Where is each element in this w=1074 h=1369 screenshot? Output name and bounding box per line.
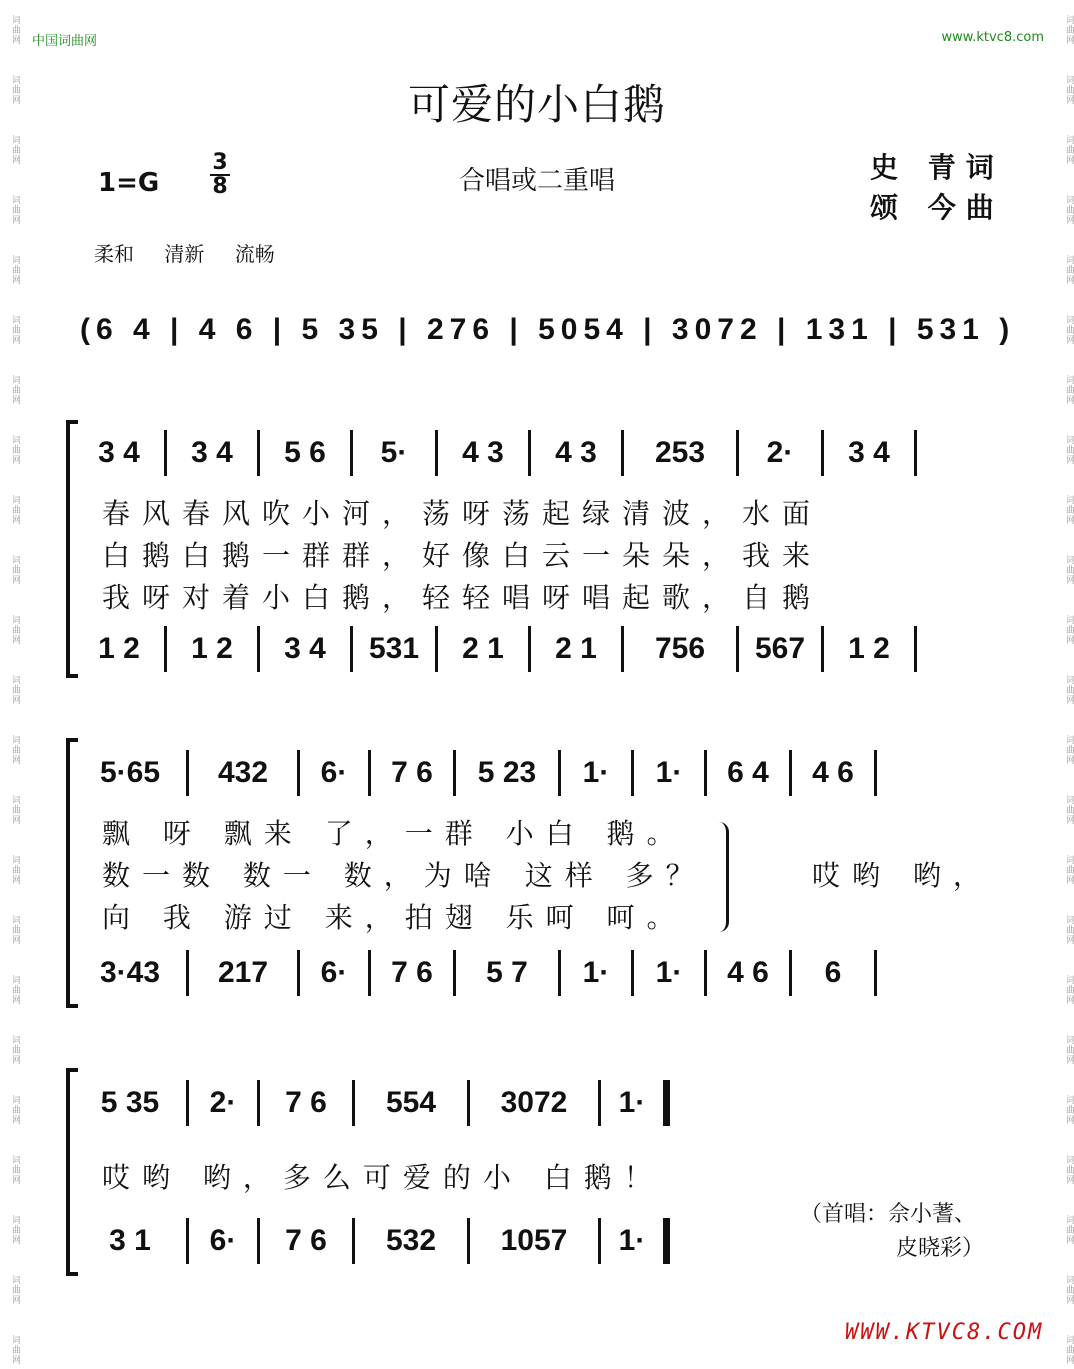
measure: 1057 <box>500 1224 568 1257</box>
barline <box>297 950 300 996</box>
key-signature: 1=G <box>98 168 160 198</box>
barline <box>621 430 624 476</box>
credits <box>870 148 1004 228</box>
measure: 1· <box>618 1224 646 1257</box>
measure: 1· <box>582 756 610 789</box>
measure: 7 6 <box>285 1224 327 1257</box>
barline <box>736 626 739 672</box>
watermark-text: 词曲网 <box>10 195 20 225</box>
left-watermark-strip <box>0 0 20 1369</box>
measure: 6 <box>824 956 842 989</box>
measure: 1· <box>655 956 683 989</box>
measure: 567 <box>754 632 806 665</box>
site-logo[interactable]: WWW.KTVC8.COM <box>845 1320 1044 1345</box>
watermark-text: 词曲网 <box>10 1215 20 1245</box>
lyric-verse1: 春风春风吹小河，荡呀荡起绿清波，水面 <box>102 497 823 530</box>
watermark-text: 词曲网 <box>10 435 20 465</box>
lyric-verse1: 飘 呀 飘来 了，一群 小白 鹅。 <box>102 817 687 850</box>
barline <box>821 626 824 672</box>
watermark-text: 词曲网 <box>1064 1215 1074 1245</box>
barline <box>621 626 624 672</box>
barline <box>186 1218 189 1264</box>
watermark-text: 词曲网 <box>10 855 20 885</box>
barline <box>631 750 634 796</box>
measure: 1· <box>582 956 610 989</box>
measure: 5 35 <box>100 1086 160 1119</box>
measure: 1 2 <box>191 632 233 665</box>
watermark-text: 词曲网 <box>1064 915 1074 945</box>
barline <box>257 430 260 476</box>
measure: 5 7 <box>486 956 528 989</box>
measure: 253 <box>654 436 706 469</box>
barline <box>631 950 634 996</box>
barline <box>528 626 531 672</box>
barline <box>467 1080 470 1126</box>
composer: 颂 今曲 <box>870 191 1004 224</box>
barline <box>914 430 917 476</box>
barline <box>368 950 371 996</box>
measure: 5· <box>380 436 408 469</box>
measure: 531 <box>368 632 420 665</box>
lyric-verse3: 向 我 游过 来，拍翅 乐呵 呵。 <box>102 901 687 934</box>
barline <box>453 950 456 996</box>
watermark-text: 词曲网 <box>1064 1095 1074 1125</box>
watermark-text: 词曲网 <box>1064 1275 1074 1305</box>
measure: 2· <box>209 1086 237 1119</box>
watermark-text: 词曲网 <box>1064 135 1074 165</box>
barline <box>736 430 739 476</box>
watermark-text: 词曲网 <box>10 1335 20 1365</box>
barline <box>350 626 353 672</box>
barline <box>598 1080 601 1126</box>
site-name-left[interactable]: 中国词曲网 <box>32 34 98 49</box>
barline <box>164 626 167 672</box>
measure: 1 2 <box>848 632 890 665</box>
barline <box>789 750 792 796</box>
barline <box>435 430 438 476</box>
barline <box>874 950 877 996</box>
watermark-text: 词曲网 <box>10 975 20 1005</box>
measure: 3 1 <box>109 1224 151 1257</box>
watermark-text: 词曲网 <box>1064 375 1074 405</box>
barline <box>789 950 792 996</box>
measure: 3·43 <box>99 956 161 989</box>
song-subtitle: 合唱或二重唱 <box>458 166 615 196</box>
watermark-text: 词曲网 <box>1064 315 1074 345</box>
barline <box>558 950 561 996</box>
measure: 4 6 <box>812 756 854 789</box>
barline <box>352 1218 355 1264</box>
barline <box>453 750 456 796</box>
measure: 217 <box>217 956 269 989</box>
barline <box>257 626 260 672</box>
measure: 6 4 <box>727 756 769 789</box>
song-title: 可爱的小白鹅 <box>407 80 666 129</box>
watermark-text: 词曲网 <box>10 75 20 105</box>
watermark-text: 词曲网 <box>1064 195 1074 225</box>
measure: 7 6 <box>285 1086 327 1119</box>
intro-notes <box>80 305 1016 355</box>
barline <box>704 750 707 796</box>
lyric-verse2: 数一数 数一 数，为啥 这样 多？ <box>102 859 706 892</box>
barline <box>528 430 531 476</box>
watermark-text: 词曲网 <box>10 555 20 585</box>
right-watermark-strip <box>1054 0 1074 1369</box>
barline <box>558 750 561 796</box>
meter-bottom: 8 <box>212 174 228 199</box>
measure: 756 <box>654 632 706 665</box>
system1-bracket <box>66 420 78 678</box>
system1-lower-staff <box>80 624 1010 674</box>
barline <box>467 1218 470 1264</box>
final-barline <box>663 1080 670 1126</box>
site-url-right[interactable]: www.ktvc8.com <box>941 30 1044 45</box>
watermark-text: 词曲网 <box>1064 435 1074 465</box>
measure: 3 4 <box>284 632 326 665</box>
measure: 6· <box>320 956 348 989</box>
barline <box>352 1080 355 1126</box>
watermark-text: 词曲网 <box>10 135 20 165</box>
watermark-text: 词曲网 <box>1064 1155 1074 1185</box>
measure: 5 6 <box>284 436 326 469</box>
watermark-text: 词曲网 <box>10 1155 20 1185</box>
barline <box>164 430 167 476</box>
measure: 3 4 <box>98 436 140 469</box>
lyricist: 史 青词 <box>870 151 1004 184</box>
watermark-text: 词曲网 <box>10 1035 20 1065</box>
measure: 4 3 <box>462 436 504 469</box>
watermark-text: 词曲网 <box>10 315 20 345</box>
watermark-text: 词曲网 <box>1064 675 1074 705</box>
measure: 532 <box>385 1224 437 1257</box>
measure: 2 1 <box>462 632 504 665</box>
barline <box>598 1218 601 1264</box>
final-barline <box>663 1218 670 1264</box>
barline <box>257 1218 260 1264</box>
barline <box>257 1080 260 1126</box>
measure: 5·65 <box>99 756 161 789</box>
measure: 4 6 <box>727 956 769 989</box>
watermark-text: 词曲网 <box>10 735 20 765</box>
watermark-text: 词曲网 <box>1064 75 1074 105</box>
watermark-text: 词曲网 <box>10 915 20 945</box>
singer-credit-line1: （首唱：佘小蓍、 <box>800 1202 977 1227</box>
watermark-text: 词曲网 <box>1064 735 1074 765</box>
measure: 6· <box>209 1224 237 1257</box>
system1-upper-staff <box>80 428 1010 478</box>
watermark-text: 词曲网 <box>10 255 20 285</box>
watermark-text: 词曲网 <box>10 495 20 525</box>
watermark-text: 词曲网 <box>1064 495 1074 525</box>
barline <box>368 750 371 796</box>
system2-upper-staff <box>80 748 1010 798</box>
watermark-text: 词曲网 <box>10 1095 20 1125</box>
watermark-text: 词曲网 <box>1064 975 1074 1005</box>
system3-upper-staff <box>80 1078 780 1128</box>
measure: 2 1 <box>555 632 597 665</box>
watermark-text: 词曲网 <box>10 15 20 45</box>
watermark-text: 词曲网 <box>1064 255 1074 285</box>
measure: 2· <box>766 436 794 469</box>
lyric-verse2: 白鹅白鹅一群群，好像白云一朵朵，我来 <box>102 539 823 572</box>
barline <box>350 430 353 476</box>
lyric-final: 哎哟 哟，多么可爱的小 白鹅！ <box>102 1161 664 1194</box>
singer-credit-line2: 皮晓彩） <box>896 1236 985 1261</box>
lyric-verse3: 我呀对着小白鹅，轻轻唱呀唱起歌，自鹅 <box>102 581 823 614</box>
measure: 3 4 <box>191 436 233 469</box>
measure: 554 <box>385 1086 437 1119</box>
system3-bracket <box>66 1068 78 1276</box>
barline <box>821 430 824 476</box>
measure: 432 <box>217 756 269 789</box>
watermark-text: 词曲网 <box>1064 615 1074 645</box>
barline <box>297 750 300 796</box>
barline <box>874 750 877 796</box>
measure: 1· <box>618 1086 646 1119</box>
barline <box>914 626 917 672</box>
watermark-text: 词曲网 <box>10 375 20 405</box>
verse-brace <box>716 822 729 932</box>
measure: 6· <box>320 756 348 789</box>
measure: 4 3 <box>555 436 597 469</box>
watermark-text: 词曲网 <box>1064 1035 1074 1065</box>
barline <box>186 750 189 796</box>
measure: 5 23 <box>477 756 537 789</box>
singer-credit <box>800 1198 984 1266</box>
watermark-text: 词曲网 <box>1064 855 1074 885</box>
watermark-text: 词曲网 <box>1064 555 1074 585</box>
system2-bracket <box>66 738 78 1008</box>
measure: 1· <box>655 756 683 789</box>
measure: 7 6 <box>391 756 433 789</box>
watermark-text: 词曲网 <box>10 795 20 825</box>
measure: 3 4 <box>848 436 890 469</box>
system2-lower-staff <box>80 948 1010 998</box>
watermark-text: 词曲网 <box>10 1275 20 1305</box>
tempo-marking: 柔和 清新 流畅 <box>94 242 275 266</box>
measure: 3072 <box>500 1086 568 1119</box>
barline <box>186 1080 189 1126</box>
barline <box>704 950 707 996</box>
refrain-lyric: 哎哟 哟， <box>812 859 993 892</box>
watermark-text: 词曲网 <box>1064 1335 1074 1365</box>
barline <box>186 950 189 996</box>
watermark-text: 词曲网 <box>10 675 20 705</box>
intro-notation: (6 4 | 4 6 | 5 35 | 276 | 5054 | 3072 | 131 | 531 ) <box>80 313 1016 346</box>
meter-top: 3 <box>212 150 228 175</box>
measure: 7 6 <box>391 956 433 989</box>
watermark-text: 词曲网 <box>1064 795 1074 825</box>
watermark-text: 词曲网 <box>1064 15 1074 45</box>
watermark-text: 词曲网 <box>10 615 20 645</box>
measure: 1 2 <box>98 632 140 665</box>
barline <box>435 626 438 672</box>
system3-lower-staff <box>80 1216 780 1266</box>
